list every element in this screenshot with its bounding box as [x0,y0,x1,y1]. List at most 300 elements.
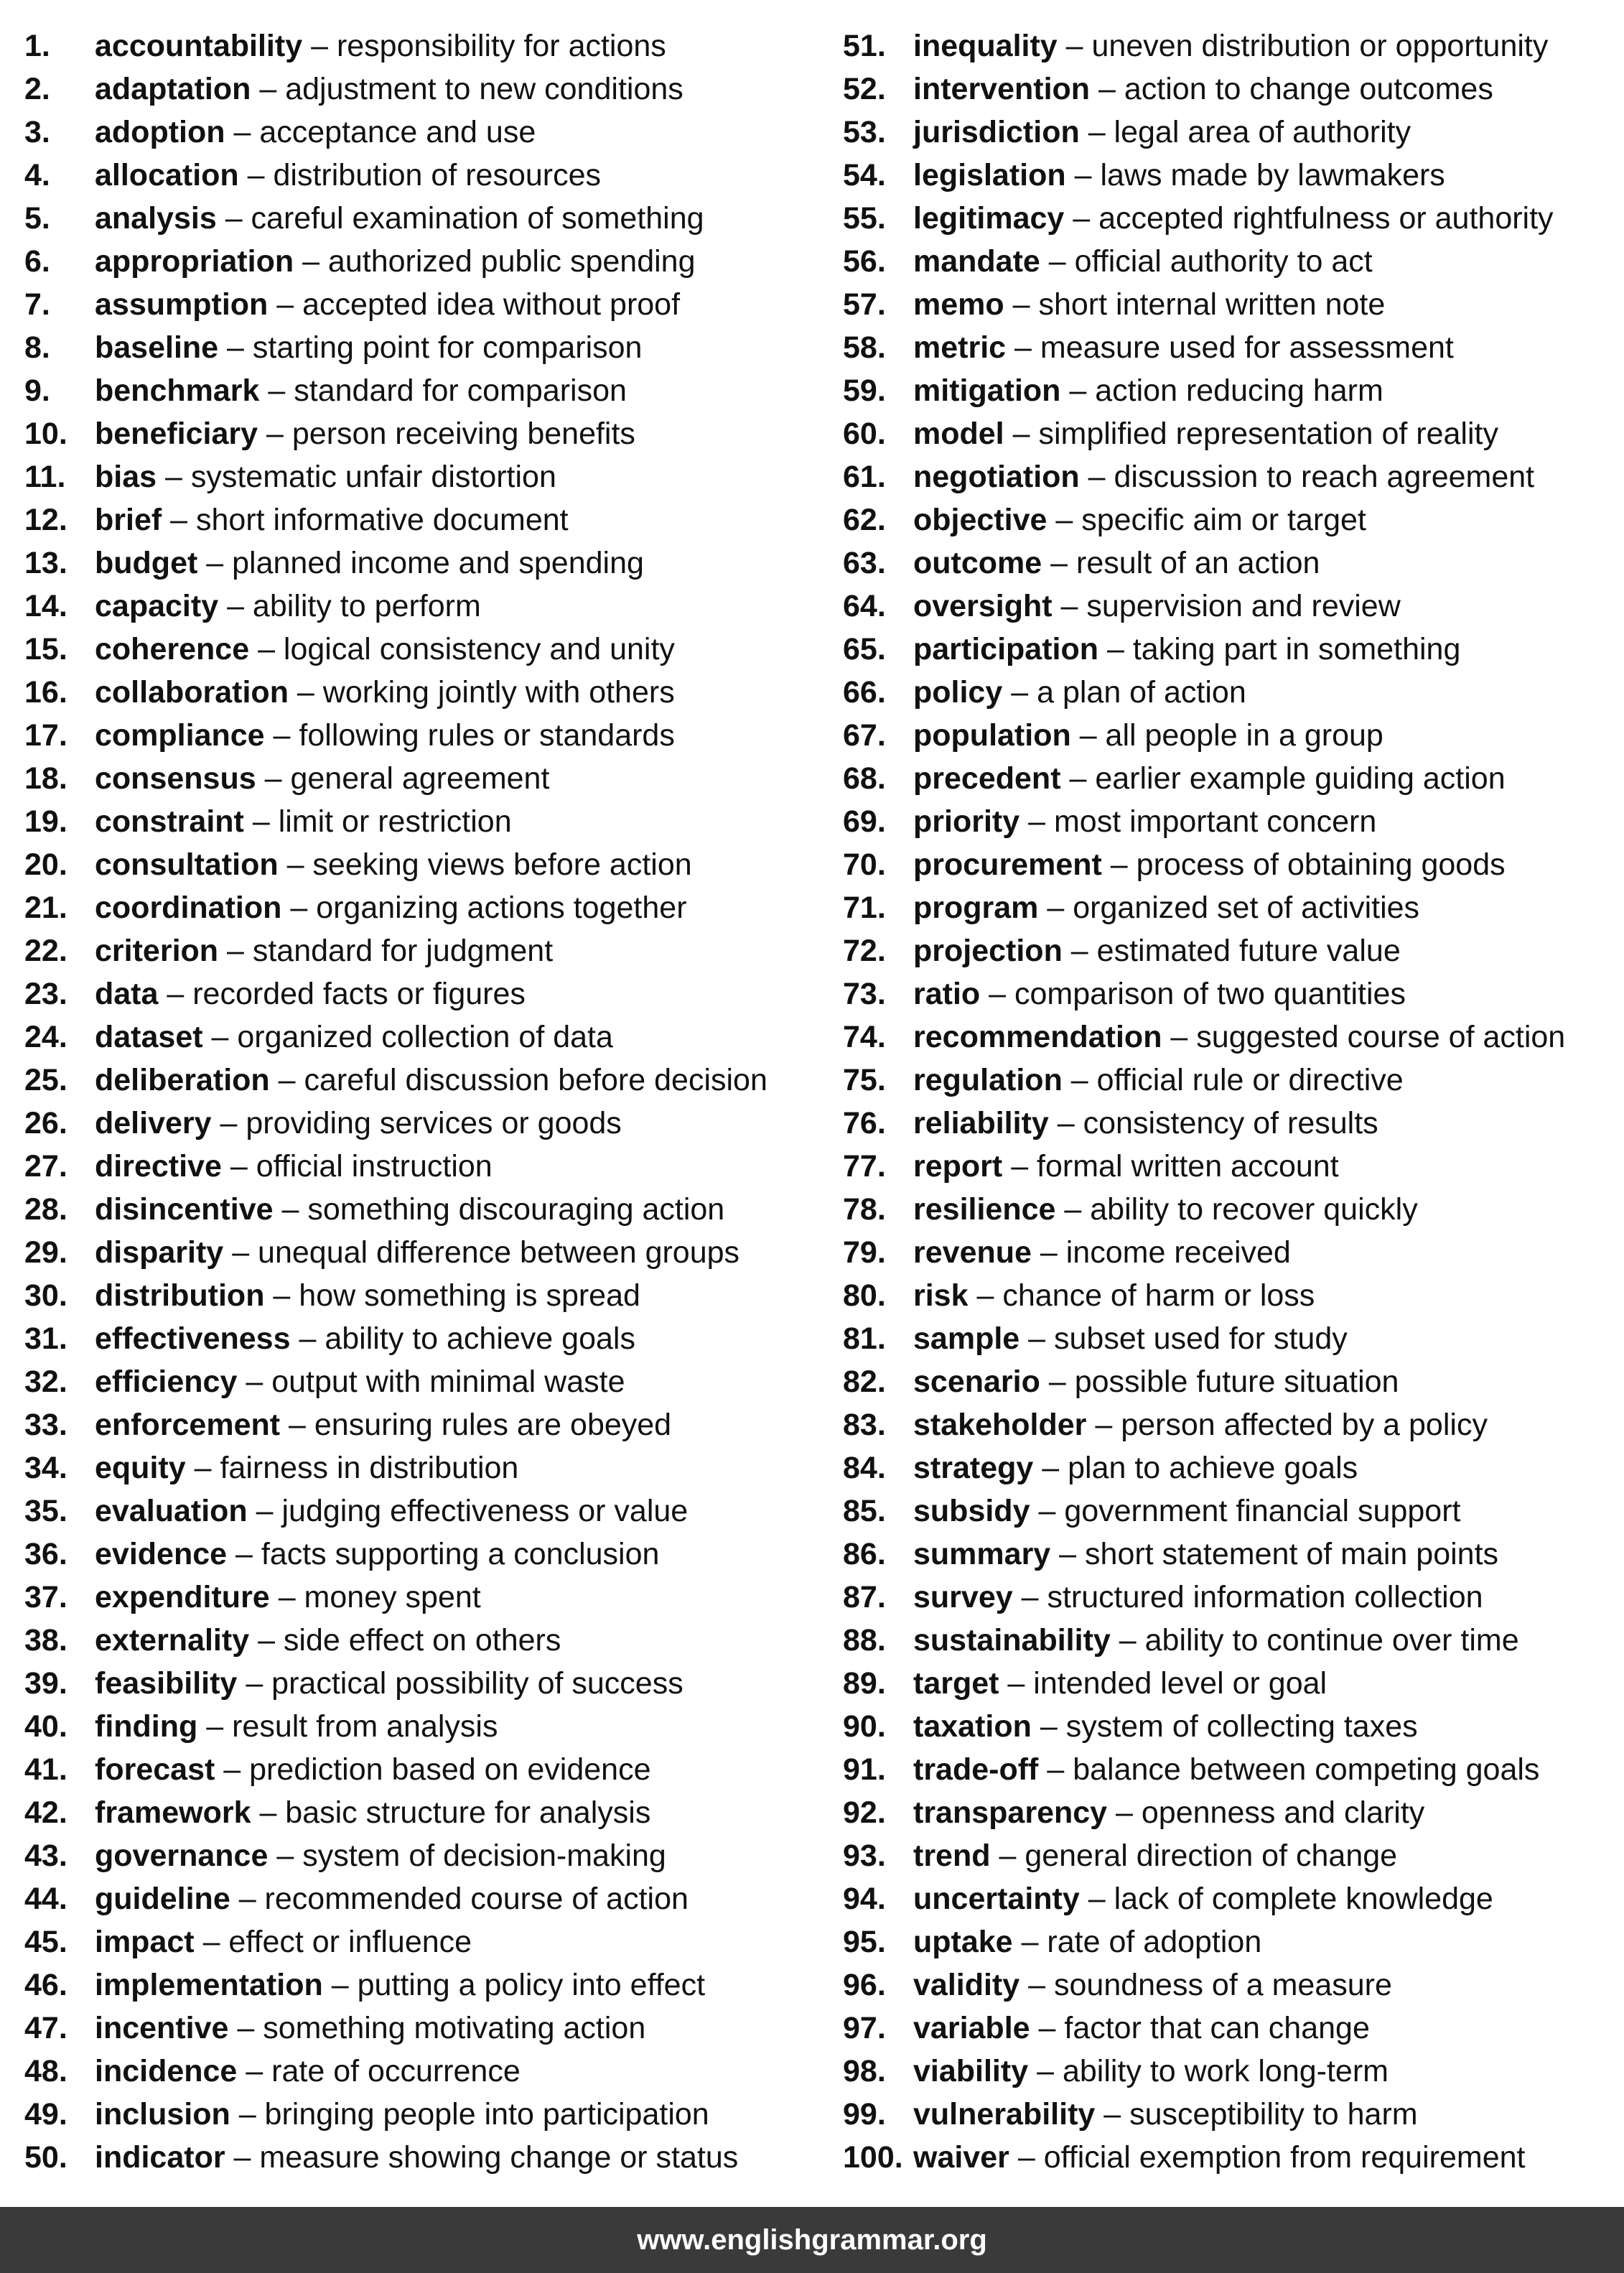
item-number: 45. [24,1925,67,1959]
item-number: 24. [24,1020,67,1054]
item-number: 63. [843,546,886,580]
item-number: 4. [24,158,50,192]
list-item [24,1920,814,1963]
item-definition: – standard for comparison [268,373,627,408]
item-number: 57. [843,287,886,322]
item-term: evidence [95,1537,228,1571]
item-text [95,1446,518,1489]
vocabulary-list [0,24,1624,2175]
item-definition: – intended level or goal [1007,1666,1327,1701]
item-number: 53. [843,115,886,149]
list-item [24,111,814,154]
footer-url[interactable]: www.englishgrammar.org [637,2224,987,2256]
item-definition: – official instruction [230,1149,493,1184]
item-number: 72. [843,934,886,968]
item-number: 20. [24,847,67,882]
item-text [95,541,644,585]
item-text [913,2093,1418,2136]
list-item [24,1231,814,1274]
item-definition: – uneven distribution or opportunity [1065,29,1549,63]
list-item [843,628,1618,671]
item-text [913,541,1320,585]
item-definition: – earlier example guiding action [1069,761,1506,796]
item-text [95,111,536,154]
list-item [843,1877,1618,1920]
item-term: disparity [95,1235,224,1270]
item-term: legislation [913,158,1066,192]
item-number: 9. [24,373,50,408]
item-number: 85. [843,1494,886,1528]
list-item [24,714,814,757]
item-number: 66. [843,675,886,710]
item-number: 34. [24,1451,67,1485]
list-item [843,671,1618,714]
list-item [24,628,814,671]
list-item [24,1403,814,1446]
item-text [95,197,704,240]
item-number: 59. [843,373,886,408]
list-item [24,1317,814,1360]
item-text [95,2136,738,2179]
item-term: population [913,718,1071,753]
item-term: adoption [95,115,225,149]
item-definition: – official authority to act [1048,244,1373,279]
item-number: 76. [843,1106,886,1140]
item-text [95,1533,659,1576]
item-definition: – ability to recover quickly [1064,1192,1418,1227]
item-term: oversight [913,589,1053,623]
item-number: 52. [843,72,886,106]
item-text [913,886,1419,929]
item-term: summary [913,1537,1051,1571]
item-term: intervention [913,72,1091,106]
item-term: sustainability [913,1623,1111,1658]
item-text [913,1145,1339,1188]
item-number: 82. [843,1365,886,1399]
item-definition: – ability to achieve goals [299,1321,635,1356]
item-term: equity [95,1451,186,1485]
item-definition: – providing services or goods [220,1106,622,1140]
list-item [24,2093,814,2136]
list-item [843,1102,1618,1145]
item-number: 95. [843,1925,886,1959]
item-term: inclusion [95,2097,230,2132]
item-definition: – income received [1040,1235,1291,1270]
item-definition: – ability to perform [227,589,481,623]
item-definition: – starting point for comparison [227,330,643,365]
item-text [913,1015,1565,1059]
list-item [843,455,1618,498]
item-text [95,1834,666,1877]
item-definition: – rate of adoption [1021,1925,1262,1959]
item-term: analysis [95,201,217,236]
item-term: sample [913,1321,1020,1356]
item-term: recommendation [913,1020,1162,1054]
item-term: incentive [95,2011,229,2045]
item-text [913,1619,1519,1662]
item-text [95,154,601,197]
item-term: survey [913,1580,1013,1614]
item-number: 89. [843,1666,886,1701]
list-item [843,1533,1618,1576]
item-number: 73. [843,977,886,1011]
item-definition: – person affected by a policy [1095,1408,1488,1442]
list-item [24,2050,814,2093]
item-text [913,1102,1378,1145]
item-definition: – side effect on others [258,1623,561,1658]
item-term: legitimacy [913,201,1065,236]
list-item [843,800,1618,843]
item-number: 7. [24,287,50,322]
item-term: jurisdiction [913,115,1080,149]
list-item [843,2136,1618,2179]
item-definition: – accepted idea without proof [276,287,681,322]
item-definition: – result of an action [1050,546,1320,580]
item-text [95,972,526,1015]
item-number: 25. [24,1063,67,1097]
list-item [843,369,1618,412]
list-item [24,972,814,1015]
item-definition: – effect or influence [202,1925,472,1959]
item-term: evaluation [95,1494,248,1528]
item-text [95,240,696,283]
item-term: objective [913,503,1047,537]
list-item [843,326,1618,369]
item-text [95,24,666,68]
item-number: 70. [843,847,886,882]
item-text [913,1274,1315,1317]
item-text [95,1231,739,1274]
item-definition: – logical consistency and unity [258,632,675,666]
list-item [24,197,814,240]
item-term: strategy [913,1451,1034,1485]
item-term: enforcement [95,1408,281,1442]
item-term: transparency [913,1795,1108,1830]
item-definition: – prediction based on evidence [223,1752,651,1787]
item-term: baseline [95,330,219,365]
item-definition: – short statement of main points [1059,1537,1499,1571]
item-term: uncertainty [913,1882,1080,1916]
item-number: 30. [24,1278,67,1313]
item-text [913,1576,1483,1619]
item-definition: – most important concern [1028,804,1377,839]
item-term: collaboration [95,675,289,710]
item-term: externality [95,1623,250,1658]
item-definition: – limit or restriction [252,804,512,839]
item-definition: – careful discussion before decision [278,1063,767,1097]
item-text [913,498,1366,541]
item-definition: – official exemption from requirement [1017,2140,1526,2175]
item-number: 26. [24,1106,67,1140]
item-number: 48. [24,2054,67,2088]
item-definition: – output with minimal waste [246,1365,625,1399]
item-text [913,2050,1389,2093]
item-number: 23. [24,977,67,1011]
item-text [913,412,1498,455]
item-text [95,326,642,369]
list-item [843,2007,1618,2050]
item-definition: – action to change outcomes [1098,72,1493,106]
item-number: 29. [24,1235,67,1270]
item-definition: – organizing actions together [290,891,687,925]
item-definition: – authorized public spending [302,244,696,279]
item-term: trend [913,1839,991,1873]
list-item [24,1446,814,1489]
item-term: variable [913,2011,1030,2045]
item-text [913,1446,1358,1489]
item-term: capacity [95,589,219,623]
list-item [24,1705,814,1748]
item-text [913,1533,1498,1576]
item-number: 19. [24,804,67,839]
item-number: 90. [843,1709,886,1744]
item-term: validity [913,1968,1020,2002]
item-text [913,972,1406,1015]
item-term: outcome [913,546,1042,580]
item-definition: – balance between competing goals [1047,1752,1540,1787]
list-item [843,972,1618,1015]
item-text [95,1877,689,1920]
item-text [95,2050,521,2093]
item-definition: – something motivating action [237,2011,646,2045]
item-number: 86. [843,1537,886,1571]
footer-bar [0,2207,1624,2273]
item-text [95,1145,493,1188]
item-definition: – taking part in something [1106,632,1461,666]
item-definition: – plan to achieve goals [1042,1451,1358,1485]
item-term: projection [913,934,1063,968]
item-text [913,1791,1424,1834]
item-term: consultation [95,847,279,882]
item-definition: – seeking views before action [286,847,692,882]
item-term: delivery [95,1106,212,1140]
item-text [913,2007,1370,2050]
item-term: data [95,977,159,1011]
list-item [843,498,1618,541]
item-term: indicator [95,2140,225,2175]
item-number: 40. [24,1709,67,1744]
item-number: 1. [24,29,50,63]
list-item [24,455,814,498]
item-text [95,369,627,412]
item-definition: – money spent [278,1580,481,1614]
item-term: benchmark [95,373,260,408]
item-number: 58. [843,330,886,365]
item-definition: – ability to work long-term [1037,2054,1389,2088]
item-number: 79. [843,1235,886,1270]
item-text [95,2007,645,2050]
list-item [24,1188,814,1231]
item-definition: – all people in a group [1079,718,1383,753]
item-definition: – responsibility for actions [311,29,666,63]
item-number: 33. [24,1408,67,1442]
item-definition: – laws made by lawmakers [1074,158,1445,192]
item-text [95,1705,498,1748]
item-number: 56. [843,244,886,279]
list-item [843,2050,1618,2093]
list-item [24,326,814,369]
item-definition: – consistency of results [1057,1106,1378,1140]
item-text [95,628,675,671]
list-item [843,1834,1618,1877]
list-item [843,1059,1618,1102]
item-number: 32. [24,1365,67,1399]
item-number: 3. [24,115,50,149]
item-number: 75. [843,1063,886,1097]
list-item [24,800,814,843]
item-text [913,585,1401,628]
item-text [913,240,1373,283]
item-text [95,283,680,326]
list-item [843,2093,1618,2136]
right-column [843,24,1618,2179]
item-text [913,1748,1539,1791]
item-definition: – lack of complete knowledge [1088,1882,1493,1916]
item-number: 37. [24,1580,67,1614]
item-term: subsidy [913,1494,1030,1528]
item-text [913,757,1506,800]
item-definition: – measure used for assessment [1014,330,1454,365]
item-number: 50. [24,2140,67,2175]
item-term: allocation [95,158,239,192]
item-definition: – person receiving benefits [266,417,635,451]
item-text [95,1059,767,1102]
item-number: 17. [24,718,67,753]
item-number: 64. [843,589,886,623]
list-item [843,929,1618,972]
item-number: 74. [843,1020,886,1054]
item-text [913,1963,1392,2007]
list-item [24,1963,814,2007]
list-item [843,111,1618,154]
list-item [24,1533,814,1576]
item-definition: – acceptance and use [233,115,536,149]
item-number: 18. [24,761,67,796]
item-text [95,498,569,541]
item-number: 28. [24,1192,67,1227]
item-number: 36. [24,1537,67,1571]
list-item [843,757,1618,800]
item-number: 98. [843,2054,886,2088]
item-term: policy [913,675,1003,710]
item-text [913,369,1383,412]
list-item [843,412,1618,455]
item-number: 60. [843,417,886,451]
item-term: disincentive [95,1192,274,1227]
item-number: 65. [843,632,886,666]
list-item [24,1791,814,1834]
item-text [95,1015,613,1059]
item-definition: – recorded facts or figures [167,977,526,1011]
list-item [24,1102,814,1145]
list-item [24,2007,814,2050]
item-term: ratio [913,977,981,1011]
item-text [95,1274,640,1317]
item-definition: – careful examination of something [225,201,704,236]
item-definition: – legal area of authority [1088,115,1411,149]
item-text [95,1317,635,1360]
item-number: 54. [843,158,886,192]
list-item [843,1145,1618,1188]
list-item [24,1059,814,1102]
item-number: 96. [843,1968,886,2002]
item-text [913,843,1506,886]
item-number: 22. [24,934,67,968]
item-number: 71. [843,891,886,925]
list-item [843,240,1618,283]
item-term: guideline [95,1882,230,1916]
item-number: 14. [24,589,67,623]
item-definition: – fairness in distribution [194,1451,519,1485]
item-definition: – working jointly with others [297,675,675,710]
item-definition: – organized collection of data [211,1020,613,1054]
item-definition: – comparison of two quantities [989,977,1406,1011]
item-number: 46. [24,1968,67,2002]
item-definition: – distribution of resources [247,158,602,192]
item-text [95,455,556,498]
list-item [24,843,814,886]
item-number: 68. [843,761,886,796]
list-item [843,24,1618,68]
item-definition: – bringing people into participation [238,2097,709,2132]
item-term: viability [913,2054,1029,2088]
item-term: coherence [95,632,250,666]
item-number: 31. [24,1321,67,1356]
item-text [913,2136,1525,2179]
item-definition: – specific aim or target [1055,503,1366,537]
list-item [843,1576,1618,1619]
item-definition: – standard for judgment [227,934,554,968]
item-number: 83. [843,1408,886,1442]
item-definition: – systematic unfair distortion [165,460,556,494]
item-number: 94. [843,1882,886,1916]
item-number: 62. [843,503,886,537]
list-item [843,1317,1618,1360]
item-term: uptake [913,1925,1013,1959]
item-definition: – openness and clarity [1116,1795,1425,1830]
list-item [843,1748,1618,1791]
item-term: scenario [913,1365,1040,1399]
item-text [95,757,549,800]
list-item [843,1963,1618,2007]
item-text [913,1317,1348,1360]
list-item [843,154,1618,197]
item-definition: – structured information collection [1021,1580,1483,1614]
item-term: budget [95,546,198,580]
item-number: 16. [24,675,67,710]
item-term: regulation [913,1063,1063,1097]
item-term: adaptation [95,72,251,106]
item-text [95,1403,671,1446]
item-number: 80. [843,1278,886,1313]
item-text [95,1748,651,1791]
item-term: dataset [95,1020,203,1054]
item-text [95,1963,705,2007]
item-text [913,24,1548,68]
item-definition: – factor that can change [1038,2011,1370,2045]
list-item [24,1489,814,1533]
item-text [913,628,1460,671]
item-text [95,1920,472,1963]
list-item [24,1360,814,1403]
item-term: memo [913,287,1004,322]
list-item [24,240,814,283]
item-term: report [913,1149,1003,1184]
item-term: negotiation [913,460,1080,494]
item-text [913,1662,1327,1705]
item-number: 81. [843,1321,886,1356]
item-text [95,585,481,628]
